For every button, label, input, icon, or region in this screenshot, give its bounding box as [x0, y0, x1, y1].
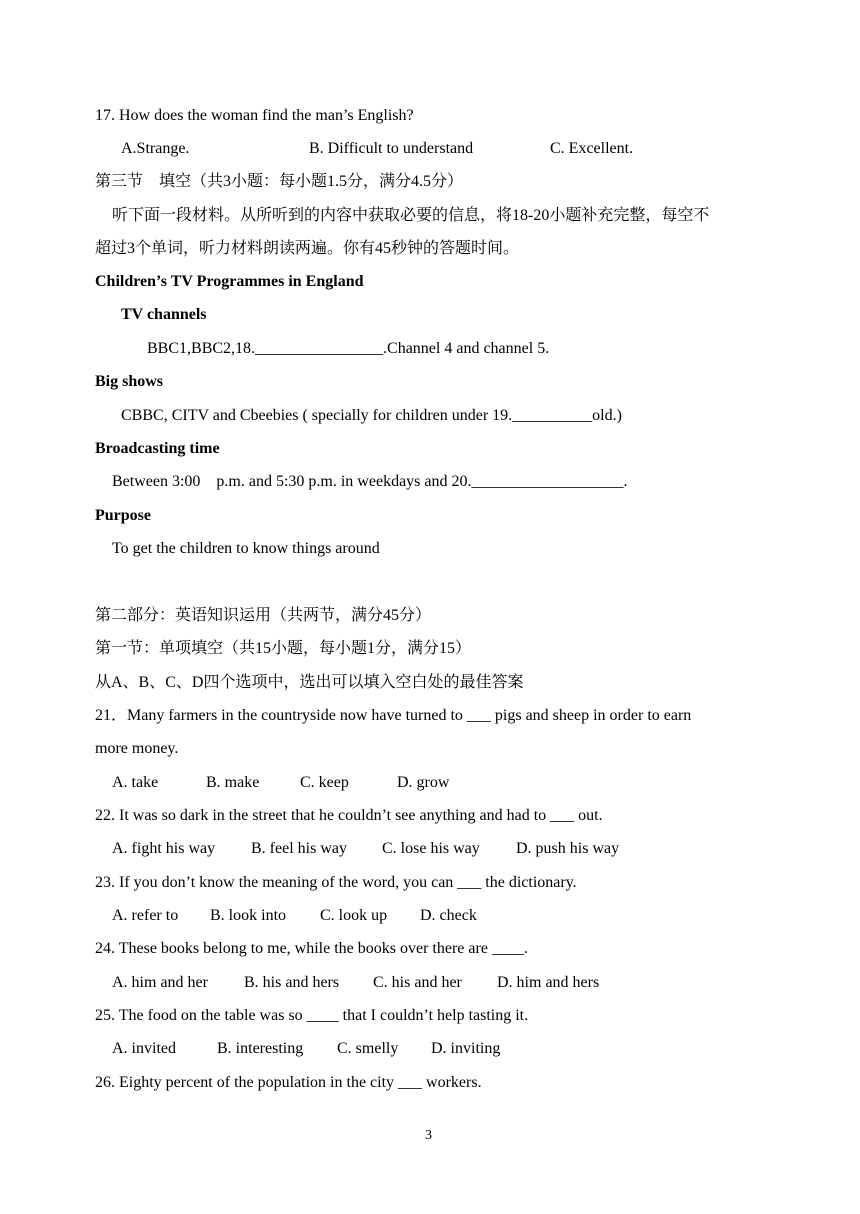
- question-21-stem: 21．Many farmers in the countryside now have turned to ___ pigs and sheep in order to earn: [95, 707, 692, 724]
- question-21-option-d: D. grow: [397, 774, 450, 791]
- section-3-title: 第三节 填空（共3小题：每小题1.5分，满分4.5分）: [95, 173, 464, 190]
- time-heading: Broadcasting time: [95, 440, 220, 457]
- question-24-option-c: C. his and her: [373, 974, 462, 991]
- question-22-option-c: C. lose his way: [382, 840, 480, 857]
- question-26-stem: 26. Eighty percent of the population in the city ___ workers.: [95, 1074, 482, 1091]
- question-24-option-b: B. his and hers: [244, 974, 340, 991]
- question-23-stem: 23. If you don’t know the meaning of the word, you can ___ the dictionary.: [95, 874, 577, 891]
- question-21-option-c: C. keep: [300, 774, 349, 791]
- question-17-option-a: A.Strange.: [121, 140, 190, 157]
- question-25-option-b: B. interesting: [217, 1040, 304, 1057]
- section-1-instructions: 从A、B、C、D四个选项中，选出可以填入空白处的最佳答案: [95, 674, 524, 691]
- section-1-title: 第一节：单项填空（共15小题，每小题1分，满分15）: [95, 640, 472, 657]
- question-17-option-b: B. Difficult to understand: [309, 140, 474, 157]
- question-25-stem: 25. The food on the table was so ____ that I couldn’t help tasting it.: [95, 1007, 529, 1024]
- question-24-stem: 24. These books belong to me, while the books over there are ____.: [95, 940, 528, 957]
- channels-heading: TV channels: [121, 306, 207, 323]
- part-2-title: 第二部分：英语知识运用（共两节，满分45分）: [95, 607, 432, 624]
- time-line: Between 3:00 p.m. and 5:30 p.m. in weekdays and 20.___________________.: [112, 473, 628, 490]
- instructions-line-2: 超过3个单词，听力材料朗读两遍。你有45秒钟的答题时间。: [95, 240, 520, 257]
- purpose-heading: Purpose: [95, 507, 151, 524]
- question-25-option-d: D. inviting: [431, 1040, 501, 1057]
- question-21-option-a: A. take: [112, 774, 159, 791]
- form-title: Children’s TV Programmes in England: [95, 273, 364, 290]
- instructions-line-1: 听下面一段材料。从所听到的内容中获取必要的信息，将18-20小题补充完整，每空不: [112, 207, 710, 224]
- page-number: 3: [425, 1128, 432, 1143]
- question-23-option-c: C. look up: [320, 907, 388, 924]
- shows-heading: Big shows: [95, 373, 164, 390]
- question-25-option-a: A. invited: [112, 1040, 176, 1057]
- question-23-option-d: D. check: [420, 907, 477, 924]
- question-22-stem: 22. It was so dark in the street that he couldn’t see anything and had to ___ out.: [95, 807, 603, 824]
- question-22-option-d: D. push his way: [516, 840, 620, 857]
- question-24-option-d: D. him and hers: [497, 974, 600, 991]
- question-24-option-a: A. him and her: [112, 974, 208, 991]
- shows-line: CBBC, CITV and Cbeebies ( specially for children under 19.__________old.): [121, 407, 622, 424]
- question-17-option-c: C. Excellent.: [550, 140, 634, 157]
- question-22-option-a: A. fight his way: [112, 840, 216, 857]
- question-22-option-b: B. feel his way: [251, 840, 347, 857]
- question-23-option-b: B. look into: [210, 907, 287, 924]
- question-23-option-a: A. refer to: [112, 907, 179, 924]
- question-25-option-c: C. smelly: [337, 1040, 399, 1057]
- question-21-stem-cont: more money.: [95, 740, 179, 757]
- question-17-stem: 17. How does the woman find the man’s English?: [95, 107, 414, 124]
- question-21-option-b: B. make: [206, 774, 260, 791]
- purpose-line: To get the children to know things around: [112, 540, 380, 557]
- channels-line: BBC1,BBC2,18.________________.Channel 4 and channel 5.: [147, 340, 550, 357]
